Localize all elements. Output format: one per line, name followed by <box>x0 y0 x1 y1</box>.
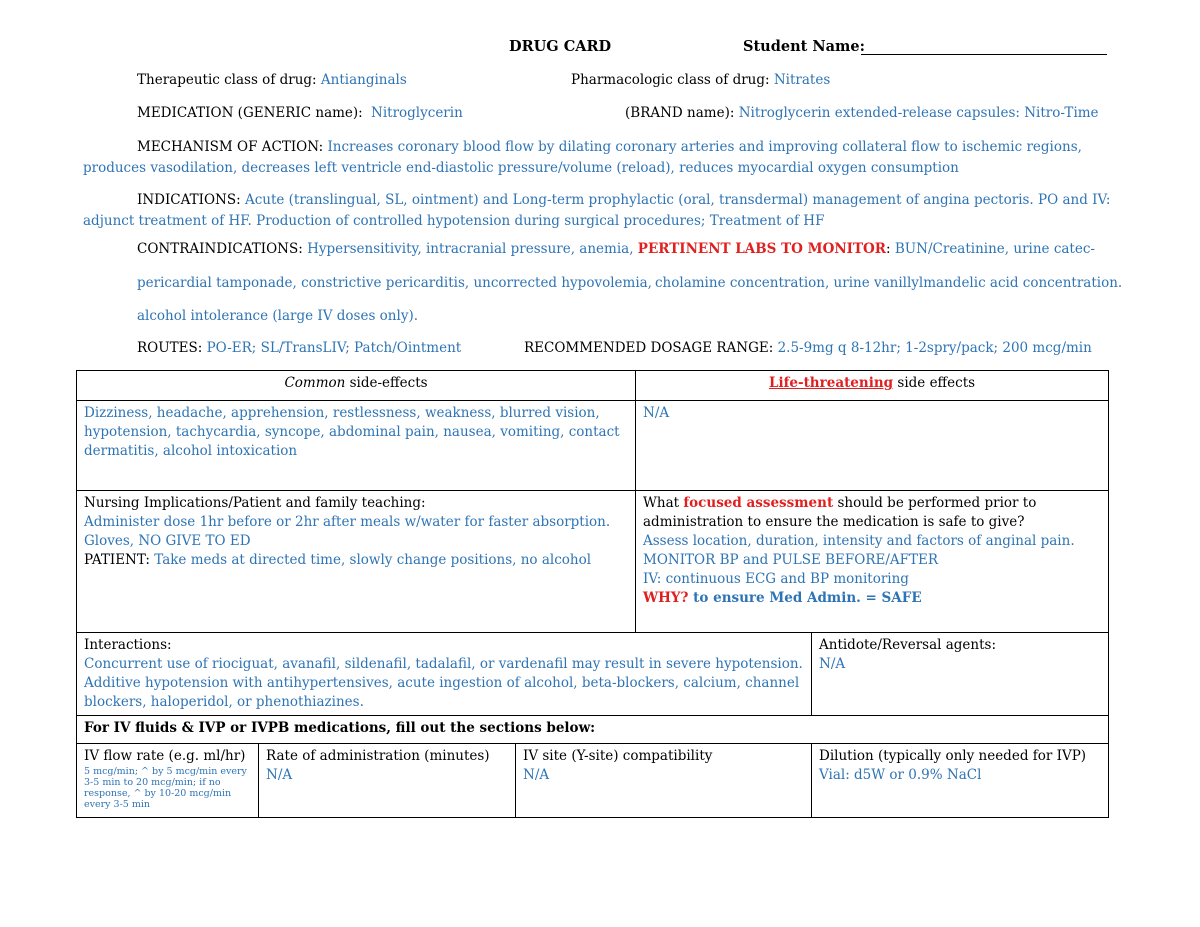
life-threatening-cell: N/A <box>636 401 1109 491</box>
interactions-line2: Additive hypotension with antihypertensives, acute ingestion of alcohol, beta-blockers, calcium, channel blockers, haloperidol, or phenothiazines. <box>84 675 800 710</box>
common-side-effects-cell: Dizziness, headache, apprehension, restlessness, weakness, blurred vision, hypotension, tachycardia, syncope, abdominal pain, nausea, vomiting, contact dermatitis, alcohol intoxication <box>77 401 636 491</box>
routes-value: PO-ER; SL/TransLIV; Patch/Ointment <box>206 340 462 356</box>
therapeutic-class-label: Therapeutic class of drug: <box>137 72 317 88</box>
brand-name-label: (BRAND name): <box>625 105 735 121</box>
nursing-line2: Gloves, NO GIVE TO ED <box>84 533 251 549</box>
mechanism-of-action <box>83 137 1113 179</box>
mechanism-value-line2: produces vasodilation, decreases left ventricle end-diastolic pressure/volume (reload), reduces myocardial oxygen consumption <box>83 160 959 176</box>
dosage-row <box>524 340 1092 356</box>
site-label: IV site (Y-site) compatibility <box>523 748 713 764</box>
interactions-line1: Concurrent use of riociguat, avanafil, sildenafil, tadalafil, or vardenafil may result in severe hypotension. <box>84 656 803 672</box>
contraindications-row1 <box>137 241 1095 257</box>
dilution-cell <box>812 744 1109 818</box>
contraindications-line1: Hypersensitivity, intracranial pressure, anemia, <box>307 241 634 257</box>
antidote-label: Antidote/Reversal agents: <box>819 637 997 653</box>
generic-name-value: Nitroglycerin <box>371 105 463 121</box>
pharmacologic-class-value: Nitrates <box>773 72 831 88</box>
labs-line2: cholamine concentration, urine vanillylmandelic acid concentration. <box>655 275 1123 291</box>
pharmacologic-class-label: Pharmacologic class of drug: <box>571 72 770 88</box>
focused-assessment-cell <box>636 491 1109 633</box>
routes-row <box>137 340 461 356</box>
nursing-implications-cell <box>77 491 636 633</box>
generic-name-row <box>137 105 463 121</box>
brand-name-value: Nitroglycerin extended-release capsules: Nitro-Time <box>738 105 1099 121</box>
contraindications-label: CONTRAINDICATIONS: <box>137 241 303 257</box>
rate-of-administration-cell <box>259 744 516 818</box>
antidote-value: N/A <box>819 656 846 672</box>
therapeutic-class-row <box>137 72 407 88</box>
page-title: DRUG CARD <box>509 38 612 55</box>
student-name-field[interactable] <box>861 54 1107 55</box>
flow-rate-value: 5 mcg/min; ^ by 5 mcg/min every 3-5 min to 20 mcg/min; if no response, ^ by 10-20 mcg/min every 3-5 min <box>84 766 247 810</box>
contraindications-line2: pericardial tamponade, constrictive pericarditis, uncorrected hypovolemia, <box>137 275 652 291</box>
labs-label: PERTINENT LABS TO MONITOR <box>637 241 887 257</box>
dilution-value: Vial: d5W or 0.9% NaCl <box>819 767 982 783</box>
nursing-line1: Administer dose 1hr before or 2hr after meals w/water for faster absorption. <box>84 514 611 530</box>
life-threatening-header: Life-threatening side effects <box>636 371 1109 401</box>
interactions-cell <box>77 633 812 716</box>
flow-rate-label: IV flow rate (e.g. ml/hr) <box>84 748 246 764</box>
assessment-question: What focused assessment should be performed prior to administration to ensure the medication is safe to give? <box>643 495 1037 530</box>
rate-value: N/A <box>266 767 293 783</box>
brand-name-row <box>625 105 1099 121</box>
assessment-line2: MONITOR BP and PULSE BEFORE/AFTER <box>643 552 939 568</box>
mechanism-label: MECHANISM OF ACTION: <box>137 139 324 155</box>
indications-value-line1: Acute (translingual, SL, ointment) and Long-term prophylactic (oral, transdermal) management of angina pectoris. PO and IV: <box>244 192 1111 208</box>
nursing-label: Nursing Implications/Patient and family teaching: <box>84 495 426 511</box>
dilution-label: Dilution (typically only needed for IVP) <box>819 748 1087 764</box>
interactions-label: Interactions: <box>84 637 172 653</box>
labs-colon: : <box>886 241 891 257</box>
iv-flow-rate-cell <box>77 744 259 818</box>
indications <box>83 190 1113 232</box>
labs-line1: BUN/Creatinine, urine catec- <box>894 241 1095 257</box>
generic-name-label: MEDICATION (GENERIC name): <box>137 105 363 121</box>
dosage-value: 2.5-9mg q 8-12hr; 1-2spry/pack; 200 mcg/min <box>777 340 1092 356</box>
site-value: N/A <box>523 767 550 783</box>
iv-site-cell <box>516 744 812 818</box>
pharmacologic-class-row <box>571 72 830 88</box>
indications-value-line2: adjunct treatment of HF. Production of controlled hypotension during surgical procedures; Treatment of HF <box>83 213 825 229</box>
routes-label: ROUTES: <box>137 340 203 356</box>
assessment-line1: Assess location, duration, intensity and factors of anginal pain. <box>643 533 1075 549</box>
contraindications-line3: alcohol intolerance (large IV doses only). <box>137 308 419 324</box>
therapeutic-class-value: Antianginals <box>320 72 407 88</box>
rate-label: Rate of administration (minutes) <box>266 748 490 764</box>
patient-teaching: PATIENT: Take meds at directed time, slowly change positions, no alcohol <box>84 552 592 568</box>
mechanism-value-line1: Increases coronary blood flow by dilating coronary arteries and improving collateral flow to ischemic regions, <box>327 139 1082 155</box>
why-line: WHY? to ensure Med Admin. = SAFE <box>643 590 922 606</box>
student-name-label: Student Name: <box>743 38 865 55</box>
iv-instructions: For IV fluids & IVP or IVPB medications, fill out the sections below: <box>77 716 1109 744</box>
indications-label: INDICATIONS: <box>137 192 241 208</box>
dosage-label: RECOMMENDED DOSAGE RANGE: <box>524 340 774 356</box>
antidote-cell <box>812 633 1109 716</box>
assessment-line3: IV: continuous ECG and BP monitoring <box>643 571 909 587</box>
common-side-effects-header: Common side-effects <box>77 371 636 401</box>
drug-card-table <box>76 370 1109 818</box>
